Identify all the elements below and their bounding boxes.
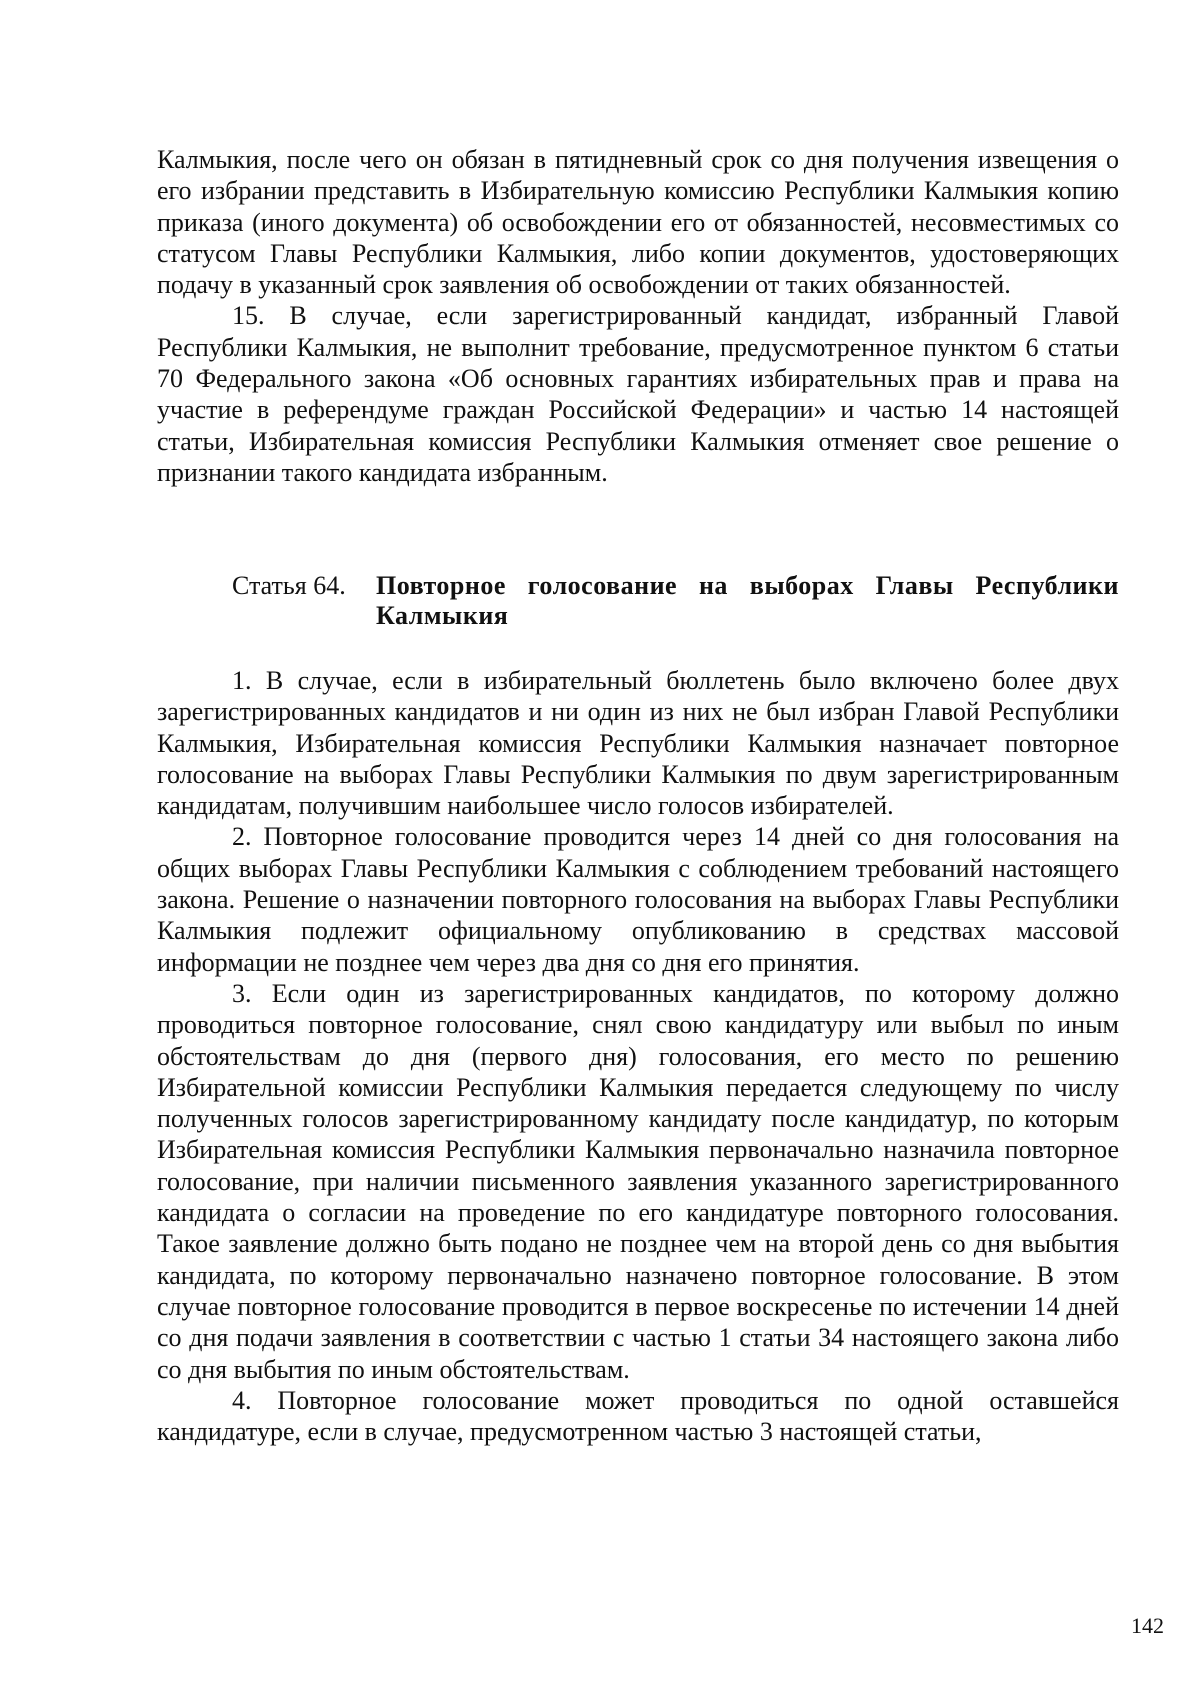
paragraph-continuation: Калмыкия, после чего он обязан в пятидневный срок со дня получения извещения о его избрании представить в Избирательную комиссию Республики Калмыкия копию приказа (иного документа) об освобождении его от обязанностей, несовместимых со статусом Главы Республики Калмыкия, либо копии документов, удостоверяющих подачу в указанный срок заявления об освобождении от таких обязанностей. [157, 145, 1119, 300]
page-number: 142 [1131, 1613, 1164, 1638]
paragraph-item-4: 4. Повторное голосование может проводиться по одной оставшейся кандидатуре, если в случае, предусмотренном частью 3 настоящей статьи, [157, 1385, 1119, 1447]
paragraph-item-1: 1. В случае, если в избирательный бюллетень было включено более двух зарегистрированных кандидатов и ни один из них не был избран Главой Республики Калмыкия, Избирательная комиссия Республики Калмыкия назначает повторное голосование на выборах Главы Республики Калмыкия по двум зарегистрированным кандидатам, получившим наибольшее число голосов избирателей. [157, 666, 1119, 821]
article-number: Статья 64. [232, 571, 346, 600]
paragraph-item-15: 15. В случае, если зарегистрированный кандидат, избранный Главой Республики Калмыкия, не выполнит требование, предусмотренное пунктом 6 статьи 70 Федерального закона «Об основных гарантиях избирательных прав и права на участие в референдуме граждан Российской Федерации» и частью 14 настоящей статьи, Избирательная комиссия Республики Калмыкия отменяет свое решение о признании такого кандидата избранным. [157, 301, 1119, 487]
paragraph-item-3: 3. Если один из зарегистрированных кандидатов, по которому должно проводиться повторное голосование, снял свою кандидатуру или выбыл по иным обстоятельствам до дня (первого дня) голосования, его место по решению Избирательной комиссии Республики Калмыкия передается следующему по числу полученных голосов зарегистрированному кандидату после кандидатур, по которым Избирательная комиссия Республики Калмыкия первоначально назначила повторное голосование, при наличии письменного заявления указанного зарегистрированного кандидата о согласии на проведение по его кандидатуре повторного голосования. Такое заявление должно быть подано не позднее чем на второй день со дня выбытия кандидата, по которому первоначально назначено повторное голосование. В этом случае повторное голосование проводится в первое воскресенье по истечении 14 дней со дня подачи заявления в соответствии с частью 1 статьи 34 настоящего закона либо со дня выбытия по иным обстоятельствам. [157, 978, 1119, 1384]
text-block-bottom [157, 665, 1119, 1447]
paragraph-item-2: 2. Повторное голосование проводится через 14 дней со дня голосования на общих выборах Главы Республики Калмыкия с соблюдением требований настоящего закона. Решение о назначении повторного голосования на выборах Главы Республики Калмыкия подлежит официальному опубликованию в средствах массовой информации не позднее чем через два дня со дня его принятия. [157, 822, 1119, 977]
article-title: Повторное голосование на выборах Главы Республики Калмыкия [376, 571, 1119, 630]
text-block-top [157, 144, 1119, 488]
